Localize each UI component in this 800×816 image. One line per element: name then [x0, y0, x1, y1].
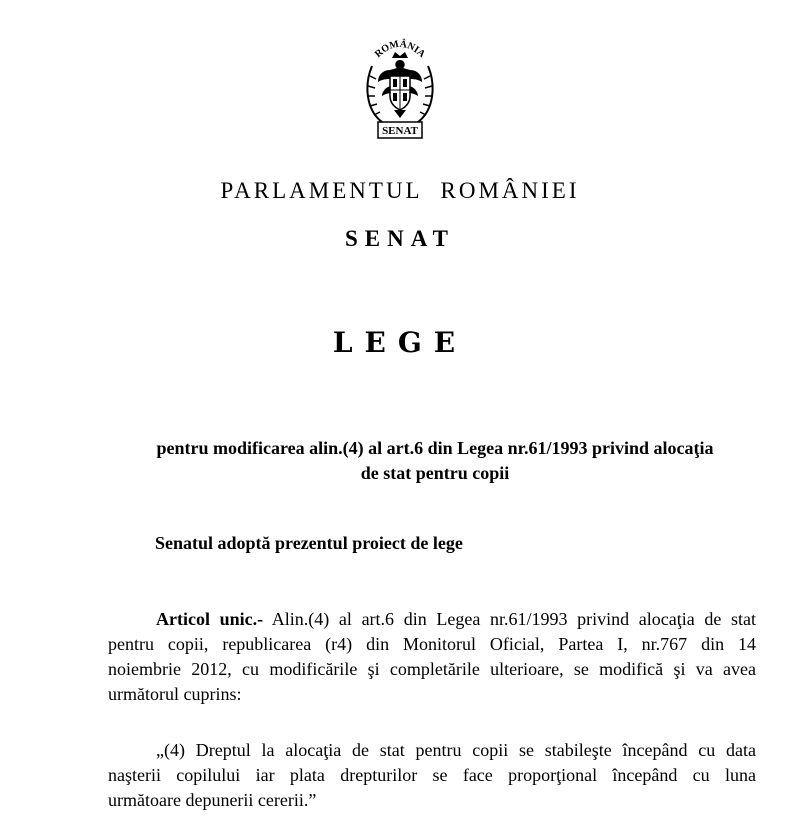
- article-line: următorul cuprins:: [108, 684, 242, 704]
- senate-emblem: [362, 30, 438, 142]
- amended-text-quote: [108, 738, 756, 813]
- quote-line: „(4) Dreptul la alocaţia de stat pentru copii se stabileşte începând cu data: [156, 740, 756, 760]
- quote-line: naşterii copilului iar plata drepturilor se face proporţional începând cu luna: [108, 765, 756, 785]
- quote-line: următoare depunerii cererii.”: [108, 790, 317, 810]
- law-title-line: pentru modificarea alin.(4) al art.6 din Legea nr.61/1993 privind alocaţia: [156, 438, 714, 458]
- law-title-line: de stat pentru copii: [360, 463, 510, 483]
- law-title: [130, 436, 740, 486]
- emblem-bottom-text: SENAT: [382, 125, 418, 137]
- article-line: Articol unic.- Alin.(4) al art.6 din Legea nr.61/1993 privind alocaţia de stat: [156, 609, 756, 629]
- article-line: noiembrie 2012, cu modificările şi completările ulterioare, se modifică şi va avea: [108, 659, 756, 679]
- article-line: pentru copii, republicarea (r4) din Monitorul Oficial, Partea I, nr.767 din 14: [108, 634, 756, 654]
- adoption-statement: Senatul adoptă prezentul proiect de lege: [155, 533, 463, 553]
- emblem-top-text: ROMÂNIA: [372, 38, 428, 60]
- article-body: [108, 607, 756, 707]
- article-label: Articol unic.-: [156, 609, 264, 629]
- institution-heading: PARLAMENTUL ROMÂNIEI: [220, 178, 580, 203]
- chamber-heading: SENAT: [345, 226, 455, 251]
- document-type-heading: LEGE: [332, 326, 468, 359]
